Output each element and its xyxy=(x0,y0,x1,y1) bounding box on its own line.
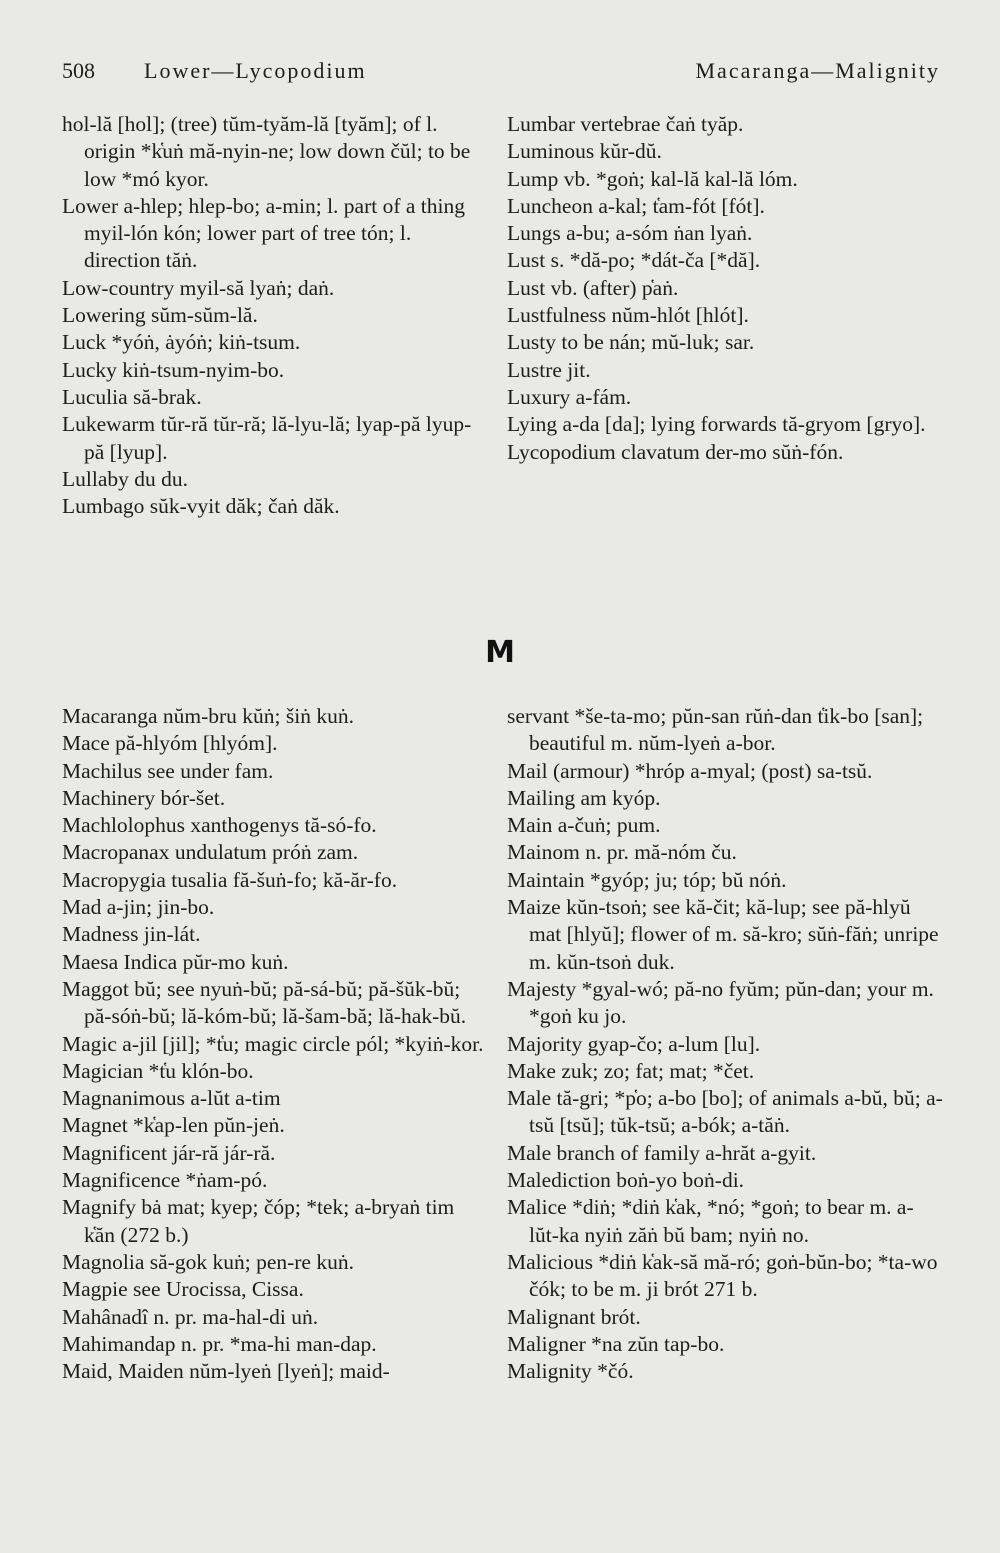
column-bottom-right xyxy=(507,703,943,1385)
dictionary-entry: Magnify bȧ mat; kyep; čóp; *tek; a-bryaṅ tim k̔ăn (272 b.) xyxy=(62,1195,455,1247)
dictionary-entry: Lukewarm tŭr-ră tŭr-ră; lă-lyu-lă; lyap-pă lyup-pă [lyup]. xyxy=(62,412,472,464)
dictionary-entry: Magnanimous a-lŭt a-tim xyxy=(62,1086,281,1111)
dictionary-entry: Lowering sŭm-sŭm-lă. xyxy=(62,303,258,328)
dictionary-entry: Luck *yóṅ, ȧyóṅ; kiṅ-tsum. xyxy=(62,330,301,355)
left-running-title: Lower—Lycopodium xyxy=(144,58,367,83)
dictionary-entry: Mail (armour) *hróp a-myal; (post) sa-tsŭ. xyxy=(507,758,873,783)
dictionary-entry: hol-lă [hol]; (tree) tŭm-tyăm-lă [tyăm]; of l. origin *k̔uṅ mă-nyin-ne; low down čŭl; to be low *mó kyor. xyxy=(62,112,471,191)
dictionary-entry: Majesty *gyal-wó; pă-no fyŭm; pŭn-dan; your m. *goṅ ku jo. xyxy=(507,976,934,1029)
dictionary-entry: Magnificent jár-ră jár-ră. xyxy=(62,1140,276,1165)
dictionary-entry: Mahânadî n. pr. ma-hal-di uṅ. xyxy=(62,1304,319,1329)
dictionary-entry: Macropanax undulatum próṅ zam. xyxy=(62,840,359,865)
column-top-right xyxy=(507,111,943,466)
dictionary-entry: Malice *diṅ; *diṅ k̔ak, *nó; *goṅ; to bear m. a-lŭt-ka nyiṅ zăṅ bŭ bam; nyiṅ no. xyxy=(507,1195,914,1247)
dictionary-entry: Mad a-jin; jin-bo. xyxy=(62,895,215,920)
dictionary-entry: Maintain *gyóp; ju; tóp; bŭ nóṅ. xyxy=(507,867,787,892)
dictionary-entry: Malignant brót. xyxy=(507,1304,641,1329)
dictionary-entry: Mahimandap n. pr. *ma-hi man-dap. xyxy=(62,1331,377,1356)
dictionary-entry: Luminous kŭr-dŭ. xyxy=(507,139,662,164)
dictionary-entry: Magpie see Urocissa, Cissa. xyxy=(62,1277,304,1302)
dictionary-entry: Make zuk; zo; fat; mat; *čet. xyxy=(507,1058,755,1083)
dictionary-entry: Lump vb. *goṅ; kal-lă kal-lă lóm. xyxy=(507,166,798,191)
dictionary-entry: servant *še-ta-mo; pŭn-san rŭṅ-dan t̔ik-bo [san]; beautiful m. nŭm-lyeṅ a-bor. xyxy=(507,704,924,756)
dictionary-entry: Majority gyap-čo; a-lum [lu]. xyxy=(507,1031,761,1056)
dictionary-entry: Lumbar vertebrae čaṅ tyăp. xyxy=(507,112,744,136)
dictionary-entry: Maligner *na zŭn tap-bo. xyxy=(507,1331,725,1356)
dictionary-entry: Magnolia să-gok kuṅ; pen-re kuṅ. xyxy=(62,1249,354,1274)
dictionary-entry: Luxury a-fám. xyxy=(507,384,632,409)
dictionary-entry: Lycopodium clavatum der-mo sŭṅ-fón. xyxy=(507,439,844,464)
dictionary-entry: Malediction boṅ-yo boṅ-di. xyxy=(507,1168,745,1193)
page-number: 508 xyxy=(62,58,95,83)
running-head xyxy=(62,58,940,88)
dictionary-entry: Lustfulness nŭm-hlót [hlót]. xyxy=(507,303,749,328)
dictionary-entry: Low-country myil-să lyaṅ; daṅ. xyxy=(62,275,335,300)
dictionary-entry: Luncheon a-kal; t̔am-fót [fót]. xyxy=(507,193,765,218)
dictionary-entry: Luculia să-brak. xyxy=(62,384,202,409)
dictionary-entry: Malignity *čó. xyxy=(507,1359,634,1384)
dictionary-entry: Lying a-da [da]; lying forwards tă-gryom [gryo]. xyxy=(507,412,926,437)
dictionary-entry: Magnet *k̔ap-len pŭn-jeṅ. xyxy=(62,1113,285,1138)
dictionary-entry: Maize kŭn-tsoṅ; see kă-čit; kă-lup; see pă-hlyŭ mat [hlyŭ]; flower of m. să-kro; sŭṅ-făṅ; unripe m. kŭn-tsoṅ duk. xyxy=(507,895,939,974)
dictionary-entry: Madness jin-lát. xyxy=(62,922,201,947)
dictionary-entry: Mainom n. pr. mă-nóm ču. xyxy=(507,840,737,865)
right-running-title: Macaranga—Malignity xyxy=(695,58,940,83)
dictionary-entry: Lusty to be nán; mŭ-luk; sar. xyxy=(507,330,755,355)
dictionary-entry: Male tă-gri; *p̔o; a-bo [bo]; of animals a-bŭ, bŭ; a-tsŭ [tsŭ]; tŭk-tsŭ; a-bók; a-tăṅ. xyxy=(507,1086,943,1138)
dictionary-entry: Machlolophus xanthogenys tă-só-fo. xyxy=(62,813,377,838)
dictionary-entry: Lust s. *dă-po; *dát-ča [*dă]. xyxy=(507,248,761,273)
dictionary-entry: Machilus see under fam. xyxy=(62,758,274,783)
dictionary-entry: Macaranga nŭm-bru kŭṅ; šiṅ kuṅ. xyxy=(62,704,354,728)
dictionary-entry: Male branch of family a-hrăt a-gyit. xyxy=(507,1140,817,1165)
dictionary-entry: Maggot bŭ; see nyuṅ-bŭ; pă-sá-bŭ; pă-šŭk-bŭ; pă-sóṅ-bŭ; lă-kóm-bŭ; lă-šam-bă; lă-hak-bŭ. xyxy=(62,976,467,1029)
dictionary-entry: Lullaby du du. xyxy=(62,466,188,491)
dictionary-entry: Lungs a-bu; a-sóm ṅan lyaṅ. xyxy=(507,221,753,246)
dictionary-entry: Lust vb. (after) p̔aṅ. xyxy=(507,275,679,300)
dictionary-entry: Magic a-jil [jil]; *t̔u; magic circle pól; *kyiṅ-kor. xyxy=(62,1031,484,1056)
dictionary-entry: Malicious *diṅ k̔ak-să mă-ró; goṅ-bŭn-bo; *ta-wo čók; to be m. ji brót 271 b. xyxy=(507,1249,938,1302)
dictionary-entry: Lower a-hlep; hlep-bo; a-min; l. part of a thing myil-lón kón; lower part of tree tón; l. direction tăṅ. xyxy=(62,193,465,273)
dictionary-entry: Maid, Maiden nŭm-lyeṅ [lyeṅ]; maid- xyxy=(62,1359,390,1384)
dictionary-entry: Lucky kiṅ-tsum-nyim-bo. xyxy=(62,357,285,382)
dictionary-entry: Main a-čuṅ; pum. xyxy=(507,813,661,838)
dictionary-entry: Machinery bór-šet. xyxy=(62,785,226,810)
section-letter: M xyxy=(485,635,515,670)
column-bottom-left xyxy=(62,703,486,1385)
dictionary-entry: Magnificence *ṅam-pó. xyxy=(62,1168,268,1193)
dictionary-entry: Lustre jit. xyxy=(507,357,591,382)
dictionary-entry: Mailing am kyóp. xyxy=(507,785,661,810)
dictionary-entry: Mace pă-hlyóm [hlyóm]. xyxy=(62,731,278,756)
dictionary-entry: Maesa Indica pŭr-mo kuṅ. xyxy=(62,949,289,974)
dictionary-entry: Macropygia tusalia fă-šuṅ-fo; kă-ăr-fo. xyxy=(62,867,398,892)
dictionary-entry: Magician *t̔u klón-bo. xyxy=(62,1058,254,1083)
column-top-left xyxy=(62,111,486,520)
dictionary-entry: Lumbago sŭk-vyit dăk; čaṅ dăk. xyxy=(62,494,340,519)
